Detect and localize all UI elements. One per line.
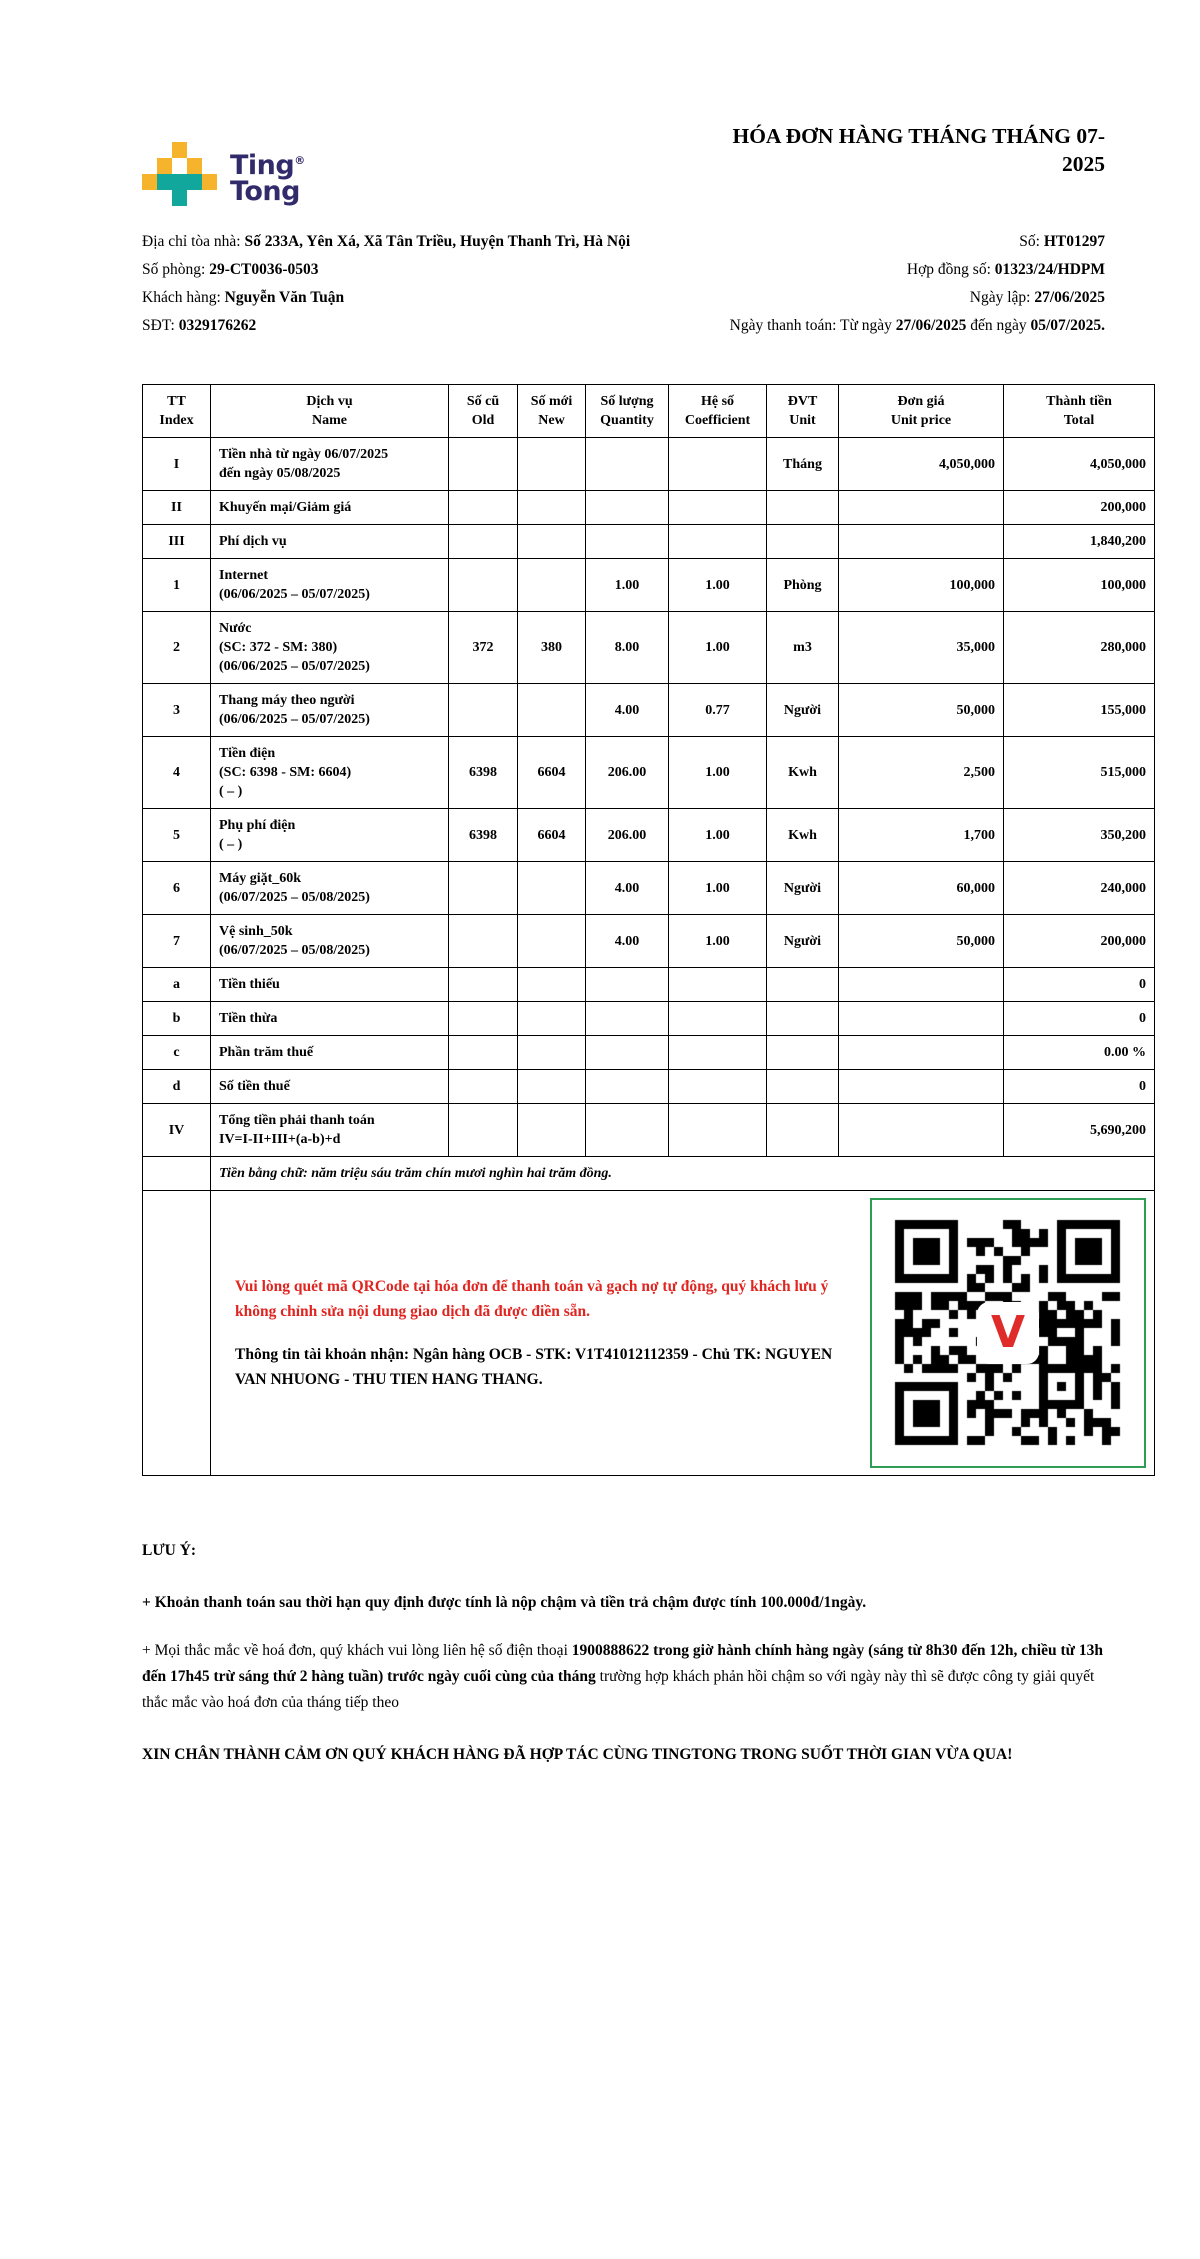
issue-date — [647, 284, 1105, 312]
cell-unit: Kwh — [767, 737, 839, 809]
building-address — [142, 228, 647, 256]
issue-date-label: Ngày lập: — [969, 289, 1035, 306]
table-row — [143, 1070, 1155, 1104]
cell-unit-price: 50,000 — [839, 684, 1004, 737]
brand-line2: Tong — [230, 176, 300, 207]
phone-label: SĐT: — [142, 317, 179, 334]
cell-total: 155,000 — [1004, 684, 1155, 737]
cell-quantity — [586, 491, 669, 525]
invoice-number-value: HT01297 — [1043, 233, 1105, 250]
phone-value: 0329176262 — [178, 317, 257, 334]
cell-old: 372 — [449, 612, 518, 684]
cell-index: 2 — [143, 612, 211, 684]
cell-unit: Phòng — [767, 559, 839, 612]
col-unit-price: Đơn giá Unit price — [839, 385, 1004, 438]
cell-total: 515,000 — [1004, 737, 1155, 809]
hotline-note — [142, 1638, 1110, 1716]
amount-in-words-cell — [211, 1157, 1155, 1191]
customer-label: Khách hàng: — [142, 289, 225, 306]
thank-you-note: XIN CHÂN THÀNH CẢM ƠN QUÝ KHÁCH HÀNG ĐÃ HỢP TÁC CÙNG TINGTONG TRONG SUỐT THỜI GIAN VỪA QUA! — [142, 1746, 1013, 1763]
cell-name: Thang máy theo người (06/06/2025 – 05/07/2025) — [211, 684, 449, 737]
cell-unit — [767, 525, 839, 559]
account-owner: NGUYEN VAN NHUONG - THU TIEN HANG THANG — [235, 1346, 833, 1388]
footer-notes — [142, 1538, 1110, 1768]
qr-payment-note: Vui lòng quét mã QRCode tại hóa đơn để thanh toán và gạch nợ tự động, quý khách lưu ý không chỉnh sửa nội dung giao dịch đã được điền sẵn. — [235, 1278, 829, 1320]
col-coefficient: Hệ số Coefficient — [669, 385, 767, 438]
cell-unit — [767, 491, 839, 525]
cell-new — [518, 968, 586, 1002]
address-label: Địa chỉ tòa nhà: — [142, 233, 245, 250]
logo-pixel — [187, 158, 202, 174]
cell-total: 0 — [1004, 1070, 1155, 1104]
cell-new — [518, 438, 586, 491]
cell-coefficient: 1.00 — [669, 915, 767, 968]
cell-coefficient: 1.00 — [669, 809, 767, 862]
cell-quantity — [586, 968, 669, 1002]
cell-index: c — [143, 1036, 211, 1070]
cell-unit: Người — [767, 862, 839, 915]
cell-old — [449, 559, 518, 612]
hotline-deadline: trước ngày cuối cùng của tháng — [383, 1668, 600, 1685]
cell-quantity — [586, 438, 669, 491]
cell-new — [518, 559, 586, 612]
contract-value: 01323/24/HDPM — [994, 261, 1105, 278]
cell-coefficient — [669, 1002, 767, 1036]
table-row — [143, 525, 1155, 559]
hotline-number-hours: 1900888622 trong giờ hành chính hàng ngày (sáng từ 8h30 đến 12h, chiều từ 13h đến 17h45 trừ sáng thứ 2 hàng tuần) — [142, 1642, 1103, 1685]
cell-new — [518, 862, 586, 915]
table-row — [143, 737, 1155, 809]
cell-quantity: 4.00 — [586, 684, 669, 737]
cell-name: Tổng tiền phải thanh toán IV=I-II+III+(a-b)+d — [211, 1104, 449, 1157]
cell-coefficient: 0.77 — [669, 684, 767, 737]
table-row — [143, 684, 1155, 737]
service-table-head — [143, 385, 1155, 438]
cell-index: III — [143, 525, 211, 559]
tingtong-logo-icon — [142, 142, 217, 206]
col-index: TT Index — [143, 385, 211, 438]
service-table — [142, 384, 1155, 1476]
cell-unit-price — [839, 1002, 1004, 1036]
tingtong-wordmark — [230, 148, 305, 206]
cell-tt-empty — [143, 1157, 211, 1191]
customer-name — [142, 284, 647, 312]
account-owner-label: - Chủ TK: — [688, 1346, 766, 1363]
cell-quantity: 8.00 — [586, 612, 669, 684]
account-label: Thông tin tài khoản nhận: Ngân hàng OCB - STK: — [235, 1346, 575, 1363]
room-number — [142, 256, 647, 284]
invoice-title-line2: 2025 — [1062, 152, 1105, 176]
cell-total: 0 — [1004, 1002, 1155, 1036]
address-value: Số 233A, Yên Xá, Xã Tân Triều, Huyện Thanh Trì, Hà Nội — [244, 233, 631, 250]
cell-unit-price — [839, 1070, 1004, 1104]
cell-new — [518, 491, 586, 525]
col-total: Thành tiền Total — [1004, 385, 1155, 438]
cell-name: Tiền thừa — [211, 1002, 449, 1036]
cell-quantity — [586, 1002, 669, 1036]
cell-new — [518, 1036, 586, 1070]
cell-new — [518, 684, 586, 737]
service-table-footer — [143, 1157, 1155, 1476]
col-unit: ĐVT Unit — [767, 385, 839, 438]
cell-old — [449, 438, 518, 491]
registered-mark: ® — [294, 154, 305, 167]
cell-index: 3 — [143, 684, 211, 737]
table-row — [143, 1036, 1155, 1070]
cell-unit-price — [839, 1036, 1004, 1070]
cell-old — [449, 968, 518, 1002]
cell-old — [449, 915, 518, 968]
cell-total: 5,690,200 — [1004, 1104, 1155, 1157]
cell-new: 380 — [518, 612, 586, 684]
cell-unit-price: 1,700 — [839, 809, 1004, 862]
cell-index: d — [143, 1070, 211, 1104]
cell-new — [518, 525, 586, 559]
cell-name: Máy giặt_60k (06/07/2025 – 05/08/2025) — [211, 862, 449, 915]
cell-coefficient — [669, 1070, 767, 1104]
cell-unit-price — [839, 1104, 1004, 1157]
cell-index: IV — [143, 1104, 211, 1157]
invoice-number-label: Số: — [1019, 233, 1044, 250]
cell-old — [449, 684, 518, 737]
cell-unit: m3 — [767, 612, 839, 684]
cell-total: 0 — [1004, 968, 1155, 1002]
cell-coefficient: 1.00 — [669, 612, 767, 684]
cell-unit-price: 100,000 — [839, 559, 1004, 612]
cell-total: 240,000 — [1004, 862, 1155, 915]
late-payment-note: + Khoản thanh toán sau thời hạn quy định được tính là nộp chậm và tiền trả chậm được tính 100.000đ/1ngày. — [142, 1594, 867, 1611]
cell-unit-price — [839, 525, 1004, 559]
cell-coefficient: 1.00 — [669, 862, 767, 915]
info-left — [142, 228, 647, 340]
logo-pixel — [157, 174, 202, 190]
cell-name: Tiền điện (SC: 6398 - SM: 6604) ( – ) — [211, 737, 449, 809]
account-period: . — [538, 1371, 543, 1388]
header-row — [143, 385, 1155, 438]
invoice-title — [732, 122, 1154, 178]
cell-old — [449, 1070, 518, 1104]
payment-to: 05/07/2025. — [1030, 317, 1105, 334]
invoice-title-line1: HÓA ĐƠN HÀNG THÁNG THÁNG 07- — [732, 124, 1105, 148]
cell-index: a — [143, 968, 211, 1002]
cell-unit — [767, 1070, 839, 1104]
issue-date-value: 27/06/2025 — [1034, 289, 1105, 306]
cell-unit: Kwh — [767, 809, 839, 862]
cell-old: 6398 — [449, 737, 518, 809]
cell-name: Phụ phí điện ( – ) — [211, 809, 449, 862]
customer-phone — [142, 312, 647, 340]
table-row — [143, 915, 1155, 968]
cell-quantity: 1.00 — [586, 559, 669, 612]
cell-unit-price: 4,050,000 — [839, 438, 1004, 491]
cell-name: Tiền nhà từ ngày 06/07/2025 đến ngày 05/08/2025 — [211, 438, 449, 491]
cell-quantity — [586, 1104, 669, 1157]
contract-number — [647, 256, 1105, 284]
col-new: Số mới New — [518, 385, 586, 438]
cell-quantity: 206.00 — [586, 737, 669, 809]
cell-old — [449, 862, 518, 915]
logo-pixel — [157, 158, 172, 174]
cell-index: 1 — [143, 559, 211, 612]
cell-unit — [767, 1002, 839, 1036]
cell-index: b — [143, 1002, 211, 1036]
cell-unit — [767, 968, 839, 1002]
customer-value: Nguyễn Văn Tuận — [224, 289, 345, 306]
room-label: Số phòng: — [142, 261, 210, 278]
cell-index: II — [143, 491, 211, 525]
payment-label1: Ngày thanh toán: Từ ngày — [729, 317, 896, 334]
cell-unit-price — [839, 491, 1004, 525]
room-value: 29-CT0036-0503 — [209, 261, 319, 278]
payment-label2: đến ngày — [966, 317, 1031, 334]
cell-coefficient — [669, 1104, 767, 1157]
cell-total: 4,050,000 — [1004, 438, 1155, 491]
cell-unit: Tháng — [767, 438, 839, 491]
col-name: Dịch vụ Name — [211, 385, 449, 438]
cell-quantity: 4.00 — [586, 915, 669, 968]
hotline-note-part4: trường hợp khách phản hồi chậm so với ngày này thì sẽ được công ty giải quyết thắc mắc vào hoá đơn của tháng tiếp theo — [142, 1668, 1095, 1711]
cell-index: 5 — [143, 809, 211, 862]
cell-quantity — [586, 1070, 669, 1104]
invoice-number — [647, 228, 1105, 256]
cell-new — [518, 915, 586, 968]
cell-old — [449, 491, 518, 525]
cell-unit-price: 50,000 — [839, 915, 1004, 968]
table-row — [143, 612, 1155, 684]
service-table-body — [143, 438, 1155, 1157]
cell-total: 1,840,200 — [1004, 525, 1155, 559]
invoice-header — [142, 122, 1154, 206]
amount-in-words-label: Tiền bằng chữ: — [219, 1166, 312, 1181]
cell-new — [518, 1002, 586, 1036]
logo-pixel — [172, 142, 187, 158]
cell-name: Số tiền thuế — [211, 1070, 449, 1104]
vietqr-logo-icon: V — [977, 1302, 1039, 1364]
table-row — [143, 559, 1155, 612]
cell-name: Phần trăm thuế — [211, 1036, 449, 1070]
cell-coefficient — [669, 1036, 767, 1070]
cell-unit-price: 35,000 — [839, 612, 1004, 684]
cell-quantity: 206.00 — [586, 809, 669, 862]
notes-heading: LƯU Ý: — [142, 1542, 197, 1559]
cell-tt-empty — [143, 1191, 211, 1476]
cell-quantity: 4.00 — [586, 862, 669, 915]
cell-name: Nước (SC: 372 - SM: 380) (06/06/2025 – 05/07/2025) — [211, 612, 449, 684]
cell-index: 7 — [143, 915, 211, 968]
cell-quantity — [586, 525, 669, 559]
account-number: V1T41012112359 — [574, 1346, 689, 1363]
info-right — [647, 228, 1154, 340]
cell-coefficient — [669, 968, 767, 1002]
amount-in-words-row — [143, 1157, 1155, 1191]
cell-new: 6604 — [518, 737, 586, 809]
col-old: Số cũ Old — [449, 385, 518, 438]
payment-period — [647, 312, 1105, 340]
qr-code — [870, 1198, 1146, 1468]
table-row — [143, 491, 1155, 525]
cell-coefficient — [669, 491, 767, 525]
cell-name: Phí dịch vụ — [211, 525, 449, 559]
cell-unit-price: 60,000 — [839, 862, 1004, 915]
tingtong-logo — [142, 142, 305, 206]
cell-unit: Người — [767, 915, 839, 968]
contract-label: Hợp đồng số: — [906, 261, 995, 278]
qr-instructions — [219, 1274, 854, 1392]
cell-unit — [767, 1104, 839, 1157]
amount-in-words-value: năm triệu sáu trăm chín mươi nghìn hai trăm đồng. — [311, 1166, 612, 1181]
cell-new — [518, 1104, 586, 1157]
cell-name: Khuyến mại/Giảm giá — [211, 491, 449, 525]
cell-total: 200,000 — [1004, 915, 1155, 968]
cell-quantity — [586, 1036, 669, 1070]
cell-index: 6 — [143, 862, 211, 915]
cell-old: 6398 — [449, 809, 518, 862]
table-row — [143, 809, 1155, 862]
logo-pixel — [142, 174, 157, 190]
col-quantity: Số lượng Quantity — [586, 385, 669, 438]
account-info — [235, 1342, 854, 1392]
cell-total: 200,000 — [1004, 491, 1155, 525]
cell-name: Tiền thiếu — [211, 968, 449, 1002]
payment-from: 27/06/2025 — [895, 317, 967, 334]
hotline-note-part1: + Mọi thắc mắc về hoá đơn, quý khách vui lòng liên hệ số điện thoại — [142, 1642, 572, 1659]
cell-total: 100,000 — [1004, 559, 1155, 612]
cell-index: I — [143, 438, 211, 491]
cell-old — [449, 1002, 518, 1036]
cell-old — [449, 525, 518, 559]
table-row — [143, 968, 1155, 1002]
cell-unit: Người — [767, 684, 839, 737]
cell-total: 280,000 — [1004, 612, 1155, 684]
cell-unit-price: 2,500 — [839, 737, 1004, 809]
table-row — [143, 1002, 1155, 1036]
qr-section — [219, 1198, 1146, 1468]
logo-pixel — [172, 190, 187, 206]
logo-pixel — [202, 174, 217, 190]
table-row — [143, 438, 1155, 491]
invoice-info — [142, 228, 1154, 340]
table-row — [143, 1104, 1155, 1157]
cell-total: 0.00 % — [1004, 1036, 1155, 1070]
cell-unit — [767, 1036, 839, 1070]
qr-row — [143, 1191, 1155, 1476]
brand-line1: Ting® — [230, 150, 305, 181]
qr-cell — [211, 1191, 1155, 1476]
cell-old — [449, 1036, 518, 1070]
cell-name: Vệ sinh_50k (06/07/2025 – 05/08/2025) — [211, 915, 449, 968]
cell-coefficient: 1.00 — [669, 737, 767, 809]
table-row — [143, 862, 1155, 915]
cell-index: 4 — [143, 737, 211, 809]
cell-coefficient — [669, 525, 767, 559]
cell-new: 6604 — [518, 809, 586, 862]
cell-coefficient — [669, 438, 767, 491]
cell-old — [449, 1104, 518, 1157]
cell-name: Internet (06/06/2025 – 05/07/2025) — [211, 559, 449, 612]
cell-unit-price — [839, 968, 1004, 1002]
cell-total: 350,200 — [1004, 809, 1155, 862]
cell-coefficient: 1.00 — [669, 559, 767, 612]
cell-new — [518, 1070, 586, 1104]
